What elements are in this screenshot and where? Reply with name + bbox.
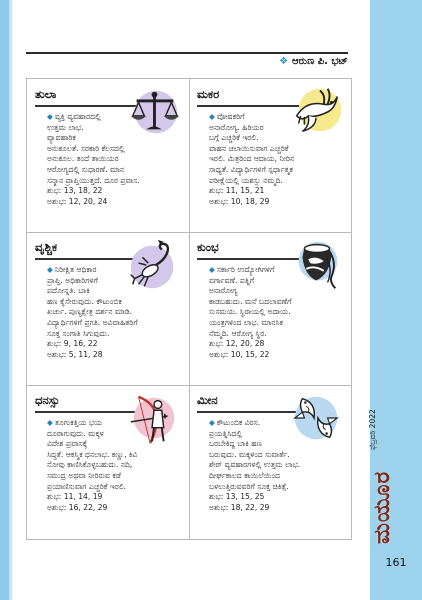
forecast-line (209, 418, 347, 429)
lucky-dates: ಶುಭ: 13, 15, 25 (209, 492, 265, 502)
page-number: 161 (385, 556, 407, 569)
forecast-line: ವಿದ್ಯಾರ್ಥಿಗಳಿಗೆ ಪ್ರಗತಿ. ಅವಿವಾಹಿತರಿಗೆ (47, 317, 138, 327)
lucky-dates: ಶುಭ: 11, 15, 21 (209, 186, 265, 196)
unlucky-dates: ಅಶುಭ: 12, 20, 24 (47, 196, 108, 206)
forecast-line: ಅನಾರೋಗ್ಯ. ಹಿರಿಯರ (209, 122, 264, 132)
lucky-dates: ಶುಭ: 9, 16, 22 (47, 339, 98, 349)
sign-forecast (209, 418, 347, 513)
horoscope-grid (26, 78, 352, 540)
sign-name: ತುಲಾ (35, 87, 57, 101)
forecast-line (47, 112, 185, 123)
forecast-line-text: ವ್ಯಕ್ತಿ ವ್ಯವಹಾರದಲ್ಲಿ (54, 112, 101, 121)
forecast-line: ಉತ್ತಮ ಲಾಭ. (47, 122, 84, 132)
bullet-icon: ◆ (209, 112, 215, 121)
sign-card-makara (189, 79, 351, 232)
forecast-line: ವಿದೇಶ ಪ್ರವಾಸಕ್ಕೆ (47, 439, 88, 449)
forecast-line: ಬರಬೇಕಿದ್ದ ಬಾಕಿ ಹಣ (209, 439, 262, 449)
sign-name: ಮೀನ (197, 393, 218, 407)
left-color-stripe (0, 0, 12, 600)
author-byline (205, 56, 348, 72)
forecast-line: ಪ್ರಯತ್ನಿಸಿದಲ್ಲಿ (209, 428, 243, 438)
forecast-line: ವಾಹನ ಚಲಾಯಿಸುವಾಗ ಎಚ್ಚರಿಕೆ (209, 143, 289, 153)
forecast-line: ನೆಮ್ಮದಿ. ಆರೋಗ್ಯ ಸ್ಥಿರ. (209, 328, 267, 338)
forecast-line: ಕಾಡಬಹುದು. ಮನೆ ಬದಲಾವಣೆಗೆ (209, 296, 292, 306)
forecast-line: ಸನ್ಮಾನ ಪ್ರಾಪ್ತಿಯುತ್ತದೆ. ದೂರ ಪ್ರವಾಸ. (47, 175, 140, 185)
unlucky-dates: ಅಶುಭ: 18, 22, 29 (209, 502, 270, 512)
sign-forecast (209, 265, 347, 360)
bullet-icon: ❖ (279, 56, 289, 67)
header-rule (26, 52, 348, 54)
sign-forecast (209, 112, 347, 207)
unlucky-dates: ಅಶುಭ: 10, 18, 29 (209, 196, 270, 206)
forecast-line: ಹಣ ಕೈಸೇರುವುದು. ಕೌಟುಂಬಿಕ (47, 296, 122, 306)
sign-forecast (47, 418, 185, 513)
bullet-icon: ◆ (209, 265, 215, 274)
forecast-line: ಯಂತ್ರಗಳಿಂದ ಲಾಭ. ಮಾನಸಿಕ (209, 317, 283, 327)
forecast-line: ಪದೋನ್ನತಿ. ಬಾಕಿ (47, 286, 90, 296)
forecast-line: ಅನುಕೂಲತೆ. ಸರಕಾರಿ ಕೆಲಸದಲ್ಲಿ (47, 143, 125, 153)
sign-card-kumbha (189, 232, 351, 385)
forecast-line-text: ತೂಗುಕತ್ತಿಯ ಭಯ (54, 418, 103, 427)
forecast-line: ಸಿದ್ಧತೆ. ಆಕಸ್ಮಿಕ ಧನಲಾಭ. ಕಣ್ಣು, ಕಿವಿ (47, 449, 138, 459)
sign-name: ಮಕರ (197, 87, 220, 101)
sign-card-vrishchika (27, 232, 189, 385)
forecast-line: ಸಮುದ್ರ ಅಥವಾ ನೀರಿರುವ ಕಡೆ (47, 470, 121, 480)
forecast-line: ಆರೋಗ್ಯದಲ್ಲಿ ಸುಧಾರಣೆ. ಮಾನ (47, 164, 125, 174)
unlucky-dates: ಅಶುಭ: 16, 22, 29 (47, 502, 108, 512)
forecast-line: ಅನಾರೋಗ್ಯ (209, 286, 238, 296)
forecast-line: ವರ್ಗಾವಣೆ. ಪತ್ನಿಗೆ (209, 275, 255, 285)
forecast-line (47, 265, 185, 276)
magazine-title: ಮಯೂರ (370, 470, 395, 544)
unlucky-dates: ಅಶುಭ: 5, 11, 28 (47, 349, 103, 359)
bullet-icon: ◆ (47, 112, 53, 121)
forecast-line: ಸುಸಮಯ. ಸ್ಥಿರಾಯಲ್ಲಿ ಅದಾಯ. (209, 307, 291, 317)
sign-card-dhanassu (27, 385, 189, 538)
forecast-line: ಅನುಕೂಲ. ತಂದೆ ತಾಯಿಯರ (47, 154, 119, 164)
forecast-line-text: ಸರ್ಕಾರಿ ಉದ್ಯೋಗಿಗಳಿಗೆ (216, 265, 275, 274)
bullet-icon: ◆ (47, 418, 53, 427)
forecast-line: ಖರ್ಚು. ಪುಣ್ಯಕ್ಷೇತ್ರ ದರ್ಶನ ಮಾಡಿ. (47, 307, 133, 317)
sign-name: ಕುಂಭ (197, 240, 219, 254)
forecast-line: ಪರೀಕ್ಷೆಯಲ್ಲಿ ಯಶಸ್ಸು ನಮ್ಮದಿ. (209, 175, 283, 185)
forecast-line-text: ನಿರೀಕ್ಷಿತ ಆಧಿಕಾರ (54, 265, 97, 274)
bullet-icon: ◆ (47, 265, 53, 274)
sign-card-tula (27, 79, 189, 232)
bullet-icon: ◆ (209, 418, 215, 427)
forecast-line-text: ಕೌಟುಂಬಿಕ ವಿರಸ. (216, 418, 261, 427)
forecast-line: ಶೇರ್ ವ್ಯವಹಾರಗಳಲ್ಲಿ ಉತ್ತಮ ಲಾಭ. (209, 460, 301, 470)
forecast-line: ಬಳಲುತ್ತಿರುವವರಿಗೆ ಸೂಕ್ತ ಚಿಕಿತ್ಸೆ. (209, 481, 289, 491)
forecast-line: ದೀರ್ಘಕಾಲದ ಕಾಯಿಲೆಯಿಂದ (209, 470, 280, 480)
forecast-line (209, 265, 347, 276)
sign-card-meena (189, 385, 351, 538)
forecast-line: ಸಾಧ್ಯತೆ. ವಿದ್ಯಾರ್ಥಿಗಳಿಗೆ ಸ್ಪರ್ಧಾತ್ಮಕ (209, 164, 293, 174)
forecast-line: ಬರುವುದು. ಮಕ್ಕಳಿಂದ ಸುವಾರ್ತೆ. (209, 449, 290, 459)
forecast-line: ಪ್ರಯಾಣಿಸುವಾಗ ಎಚ್ಚರಿಕೆ ಇರಲಿ. (47, 481, 127, 491)
forecast-line: ಬಗ್ಗೆ ಎಚ್ಚರಿಕೆ ಇರಲಿ. (209, 133, 259, 143)
issue-date: ಫೆಬ್ರವರಿ 2022 (368, 409, 377, 451)
forecast-line: ನೋವು ಕಾಣಿಸಿಕೊಳ್ಳಬಹುದು. ನದಿ, (47, 460, 133, 470)
lucky-dates: ಶುಭ: 11, 14, 19 (47, 492, 103, 502)
unlucky-dates: ಅಶುಭ: 10, 15, 22 (209, 349, 270, 359)
forecast-line: ಪ್ರಾಪ್ತಿ. ಅಧಿಕಾರಿಗಳಿಗೆ (47, 275, 98, 285)
sign-name: ಧನಸ್ಸು (35, 393, 60, 407)
forecast-line-text: ವೋಷಕರಿಗೆ (216, 112, 245, 121)
forecast-line: ಇರಲಿ. ಮಿತ್ರರಿಂದ ಆದಾಯ, ನೀರಿನ (209, 154, 295, 164)
sign-name: ವೃಶ್ಚಿಕ (35, 240, 58, 254)
sign-forecast (47, 265, 185, 360)
forecast-line: ಸೂಕ್ತ ಸಂಗಾತಿ ಸಿಗುವುದು. (47, 328, 110, 338)
forecast-line: ದೂರಾಗುವುದು. ಮಕ್ಕಳ (47, 428, 104, 438)
author-name: ಆರುಣ ಪಿ. ಭಟ್ (292, 56, 348, 67)
forecast-line (209, 112, 347, 123)
forecast-line (47, 418, 185, 429)
sign-forecast (47, 112, 185, 207)
forecast-line: ವ್ಯಾವಹಾರಿಕ (47, 133, 76, 143)
lucky-dates: ಶುಭ: 13, 18, 22 (47, 186, 103, 196)
lucky-dates: ಶುಭ: 12, 20, 28 (209, 339, 265, 349)
